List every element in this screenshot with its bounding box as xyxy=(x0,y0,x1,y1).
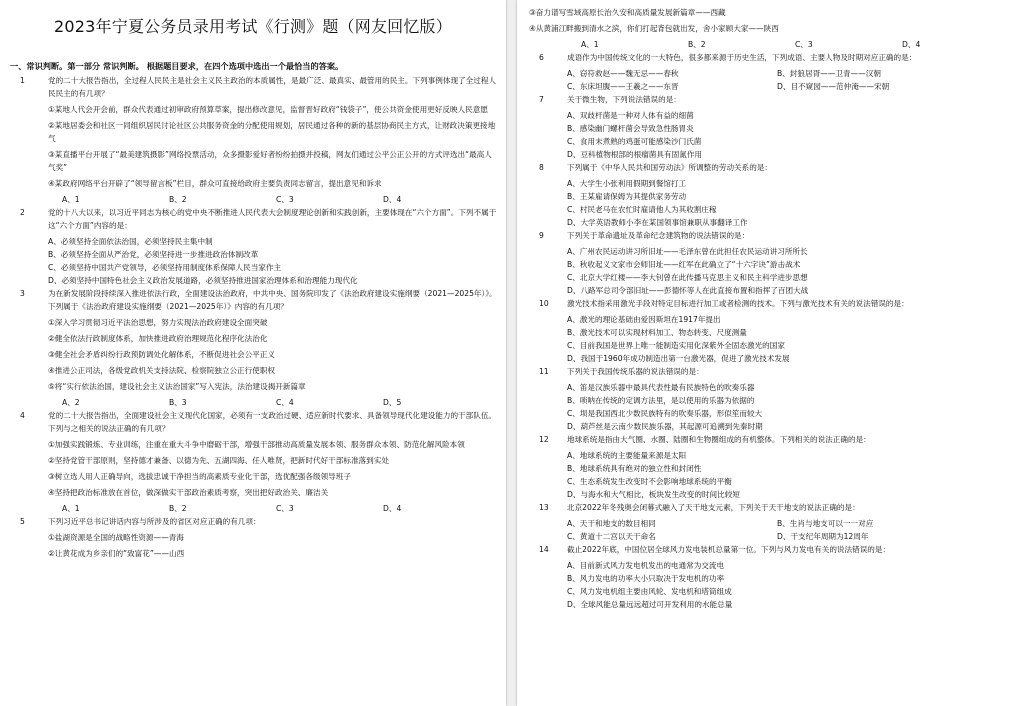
question-stem: 下列关于革命遗址及革命纪念建筑物的说法错误的是： xyxy=(567,231,750,240)
question-stem: 截止2022年底，中国位居全球风力发电装机总量第一位。下列与风力发电有关的说法错误的是： xyxy=(567,545,891,554)
statement-item: ③健全社会矛盾纠纷行政预防调处化解体系，不断促进社会公平正义 xyxy=(48,350,276,359)
document-page-left xyxy=(0,0,506,706)
choice-a: A、1 xyxy=(62,504,80,513)
option-b: B、王某雇请保姆为其提供家务劳动 xyxy=(567,192,687,201)
choice-b: B、2 xyxy=(688,40,706,49)
option-d: D、必须坚持中国特色社会主义政治发展道路，必须坚持推进国家治理体系和治理能力现代化 xyxy=(48,276,358,285)
question-number: 9 xyxy=(539,231,544,240)
choice-c: C、3 xyxy=(276,504,294,513)
statement-item: ②健全依法行政制度体系，加快推进政府治理规范化程序化法治化 xyxy=(48,334,268,343)
option-c: C、风力发电机组主要由风轮、发电机和塔筒组成 xyxy=(567,587,732,596)
question-stem: 下列属于《中华人民共和国劳动法》所调整的劳动关系的是： xyxy=(567,163,773,172)
question-stem: 关于微生物，下列说法错误的是： xyxy=(567,95,681,104)
page-right-content xyxy=(529,6,1016,611)
question-number: 4 xyxy=(20,411,25,420)
option-b: B、必须坚持全面从严治党，必须坚持进一步推进政治体制改革 xyxy=(48,250,259,259)
question-4 xyxy=(10,409,498,435)
option-a: A、目前新式风力发电机发出的电通常为交流电 xyxy=(567,561,725,570)
option-row xyxy=(529,67,1016,80)
question-number: 11 xyxy=(539,367,549,376)
question-number: 8 xyxy=(539,163,544,172)
option-d: D、干支纪年周期为12周年 xyxy=(777,532,869,541)
statement-item: ②让黄花成为乡亲们的“致富花”——山西 xyxy=(48,549,185,558)
option-b: B、封狼居胥——卫青——汉朝 xyxy=(777,69,881,78)
choice-a: A、1 xyxy=(581,40,599,49)
question-stem: 党的二十大报告指出，全过程人民民主是社会主义民主政治的本质属性，是最广泛、最真实、最管用的民主。下列事例体现了全过程人民民主的有几项？ xyxy=(48,76,497,98)
question-number: 3 xyxy=(20,289,25,298)
statement-item: ①加强实践锻炼、专业训练，注重在重大斗争中磨砺干部，增强干部推动高质量发展本领、服务群众本领、防范化解风险本领 xyxy=(48,440,465,449)
choice-d: D、4 xyxy=(383,195,402,204)
option-c: C、食用未煮熟的鸡蛋可能感染沙门氏菌 xyxy=(567,137,702,146)
question-12 xyxy=(529,433,1016,446)
option-c: C、东床坦腹——王羲之——东晋 xyxy=(567,82,679,91)
statement-item: ①某地人代会开会前，群众代表通过初审政府预算草案，提出修改意见，监督晋好政府“钱袋子”，使公共资金使用更好反映人民意愿 xyxy=(48,105,488,114)
option-c: C、黄道十二宫以天干命名 xyxy=(567,532,656,541)
choice-c: C、3 xyxy=(795,40,813,49)
option-d: D、我国于1960年成功制造出第一台激光器，促进了激光技术发展 xyxy=(567,354,790,363)
option-d: D、大学英语教师小李在某国领事馆兼职从事翻译工作 xyxy=(567,218,748,227)
statement-item: ④推进公正司法，各级党政机关支持法院、检察院独立公正行使职权 xyxy=(48,366,276,375)
option-b: B、唢呐在传统的定调方法里，是以使用的乐器为依据的 xyxy=(567,396,755,405)
question-number: 5 xyxy=(20,517,25,526)
option-c: C、北京大学红楼——李大钊曾在此传播马克思主义和民主科学进步思想 xyxy=(567,273,808,282)
option-b: B、生肖与地支可以一一对应 xyxy=(777,519,874,528)
question-8 xyxy=(529,161,1016,174)
question-stem: 北京2022年冬残奥会闭幕式融入了天干地支元素，下列关于天干地支的说法正确的是： xyxy=(567,503,860,512)
option-row xyxy=(529,517,1016,530)
question-7 xyxy=(529,93,1016,106)
question-14 xyxy=(529,543,1016,556)
question-stem: 党的十八大以来，以习近平同志为核心的党中央不断推进人民代表大会制度理论创新和实践创新，主要体现在“六个方面”。下列不属于这“六个方面”内容的是： xyxy=(48,208,497,230)
option-a: A、激光的理论基础由爱因斯坦在1917年提出 xyxy=(567,315,721,324)
option-row xyxy=(529,530,1016,543)
section-heading: 一、常识判断。第一部分 常识判断。 根据题目要求，在四个选项中选出一个最恰当的答案。 xyxy=(10,61,344,71)
page-left-content xyxy=(10,60,498,560)
question-number: 6 xyxy=(539,53,544,62)
option-row xyxy=(529,80,1016,93)
option-c: C、埙是我国西北少数民族特有的吹奏乐器，形似笙而较大 xyxy=(567,409,763,418)
question-number: 2 xyxy=(20,208,25,217)
question-stem: 为在新发展阶段持续深入推进依法行政，全面建设法治政府，中共中央、国务院印发了《法治政府建设实施纲要（2021—2025年）》。下列属于《法治政府建设实施纲要（2021—2025年）》内容的有几项？ xyxy=(48,289,497,311)
question-9 xyxy=(529,229,1016,242)
statement-item: ②某地居委会和社区一同组织居民讨论社区公共服务资金的分配使用规划，居民通过各种的新的基层协商民主方式，让财政决策更接地气 xyxy=(48,121,496,143)
question-number: 13 xyxy=(539,503,549,512)
question-stem: 下列习近平总书记讲话内容与所涉及的省区对应正确的有几项： xyxy=(48,517,261,526)
question-number: 12 xyxy=(539,435,549,444)
choice-b: B、2 xyxy=(169,504,187,513)
choice-c: C、3 xyxy=(276,195,294,204)
question-number: 14 xyxy=(539,545,549,554)
statement-item: ④某政府网络平台开辟了“领导留言板”栏目，群众可直接给政府主要负责同志留言，提出意见和诉求 xyxy=(48,179,382,188)
option-d: D、目不窥园——范仲淹——宋朝 xyxy=(777,82,890,91)
option-b: B、地球系统具有绝对的独立性和封闭性 xyxy=(567,464,702,473)
statement-item: ④从黄浦江畔搬到清水之滨，你们打起背包就出发，舍小家顾大家——陕西 xyxy=(529,24,779,33)
answer-choices xyxy=(10,502,498,515)
question-10 xyxy=(529,297,1016,310)
option-a: A、地球系统的主要能量来源是太阳 xyxy=(567,451,687,460)
statement-item: ③奋力谱写雪域高原长治久安和高质量发展新篇章——西藏 xyxy=(529,8,726,17)
question-stem: 成语作为中国传统文化的一大特色，很多都来源于历史生活，下列成语、主要人物及时期对应正确的是： xyxy=(567,53,917,62)
question-number: 10 xyxy=(539,299,549,308)
choice-d: D、4 xyxy=(902,40,921,49)
option-b: B、激光技术可以实现材料加工、物态转变、尺度测量 xyxy=(567,328,747,337)
option-b: B、秋收起义文家市会师旧址——红军在此确立了“十六字诀”游击战术 xyxy=(567,260,801,269)
answer-choices xyxy=(10,193,498,206)
option-b: B、风力发电的功率大小只取决于发电机的功率 xyxy=(567,574,725,583)
question-13 xyxy=(529,501,1016,514)
option-a: A、笛是汉族乐器中最具代表性最有民族特色的吹奏乐器 xyxy=(567,383,755,392)
question-number: 1 xyxy=(20,76,25,85)
option-a: A、必须坚持全面依法治国，必须坚持民主集中制 xyxy=(48,237,213,246)
choice-a: A、2 xyxy=(62,398,80,407)
statement-item: ①盐湖资源是全国的战略性资源——青海 xyxy=(48,533,184,542)
option-a: A、广州农民运动讲习所旧址——毛泽东曾在此担任农民运动讲习所所长 xyxy=(567,247,808,256)
choice-b: B、3 xyxy=(169,398,187,407)
question-5 xyxy=(10,515,498,528)
choice-b: B、2 xyxy=(169,195,187,204)
question-3 xyxy=(10,287,498,313)
question-number: 7 xyxy=(539,95,544,104)
option-d: D、全球风能总量远远超过可开发利用的水能总量 xyxy=(567,600,733,609)
choice-a: A、1 xyxy=(62,195,80,204)
question-2 xyxy=(10,206,498,232)
question-stem: 下列关于我国传统乐器的说法错误的是： xyxy=(567,367,704,376)
answer-choices xyxy=(529,38,1016,51)
statement-item: ③某直播平台开展了“最美建筑摄影”网络投票活动，众多摄影爱好者纷纷拍摄并投稿，网友们通过公平公正公开的方式评选出“最高人气奖” xyxy=(48,150,492,172)
statement-item: ⑤将“实行依法治国，建设社会主义法治国家”写入宪法，法治建设揭开新篇章 xyxy=(48,382,306,391)
option-c: C、村民老马在农忙时雇请他人为其收割庄稼 xyxy=(567,205,717,214)
document-page-right xyxy=(517,0,1024,706)
option-d: D、豆科植物根部的根瘤菌具有固氮作用 xyxy=(567,150,702,159)
option-a: A、天干和地支的数目相同 xyxy=(567,519,656,528)
statement-item: ③树立选人用人正确导向，选拔忠诚干净担当的高素质专业化干部，选优配强各级领导班子 xyxy=(48,472,351,481)
option-d: D、葫芦丝是云南少数民族乐器，其起源可追溯到先秦时期 xyxy=(567,422,763,431)
option-a: A、双歧杆菌是一种对人体有益的细菌 xyxy=(567,111,694,120)
option-a: A、大学生小张利用假期到餐馆打工 xyxy=(567,179,687,188)
document-title: 2023年宁夏公务员录用考试《行测》题（网友回忆版） xyxy=(54,17,452,36)
option-c: C、目前我国是世界上唯一能制造实用化深紫外全固态激光的国家 xyxy=(567,341,785,350)
statement-item: ④坚持把政治标准放在首位，做深做实干部政治素质考察，突出把好政治关、廉洁关 xyxy=(48,488,329,497)
choice-d: D、5 xyxy=(383,398,402,407)
choice-c: C、4 xyxy=(276,398,294,407)
option-d: D、八路军总司令部旧址——彭德怀等人在此直接布置和指挥了百团大战 xyxy=(567,286,809,295)
option-b: B、感染幽门螺杆菌会导致急性肠胃炎 xyxy=(567,124,694,133)
question-stem: 激光技术指采用激光手段对特定目标进行加工或者检测的技术。下列与激光技术有关的说法错误的是： xyxy=(567,299,909,308)
statement-item: ②坚持党管干部原则，坚持德才兼备、以德为先、五湖四海、任人唯贤，把新时代好干部标准落到实处 xyxy=(48,456,389,465)
question-stem: 地球系统是指由大气圈、水圈、陆圈和生物圈组成的有机整体。下列相关的说法正确的是： xyxy=(567,435,871,444)
question-1 xyxy=(10,74,498,100)
option-c: C、生态系统发生改变时不会影响地球系统的平衡 xyxy=(567,477,732,486)
question-11 xyxy=(529,365,1016,378)
answer-choices xyxy=(10,396,498,409)
statement-item: ①深入学习贯彻习近平法治思想，努力实现法治政府建设全面突破 xyxy=(48,318,268,327)
choice-d: D、4 xyxy=(383,504,402,513)
question-stem: 党的二十大报告指出，全面建设社会主义现代化国家，必须有一支政治过硬、适应新时代要求、具备领导现代化建设能力的干部队伍。下列与之相关的说法正确的有几项？ xyxy=(48,411,497,433)
option-c: C、必须坚持中国共产党领导，必须坚持用制度体系保障人民当家作主 xyxy=(48,263,282,272)
option-d: D、与海水和大气相比，板块发生改变的时间比较短 xyxy=(567,490,740,499)
option-a: A、窃符救赵——魏无忌——春秋 xyxy=(567,69,679,78)
question-6 xyxy=(529,51,1016,64)
